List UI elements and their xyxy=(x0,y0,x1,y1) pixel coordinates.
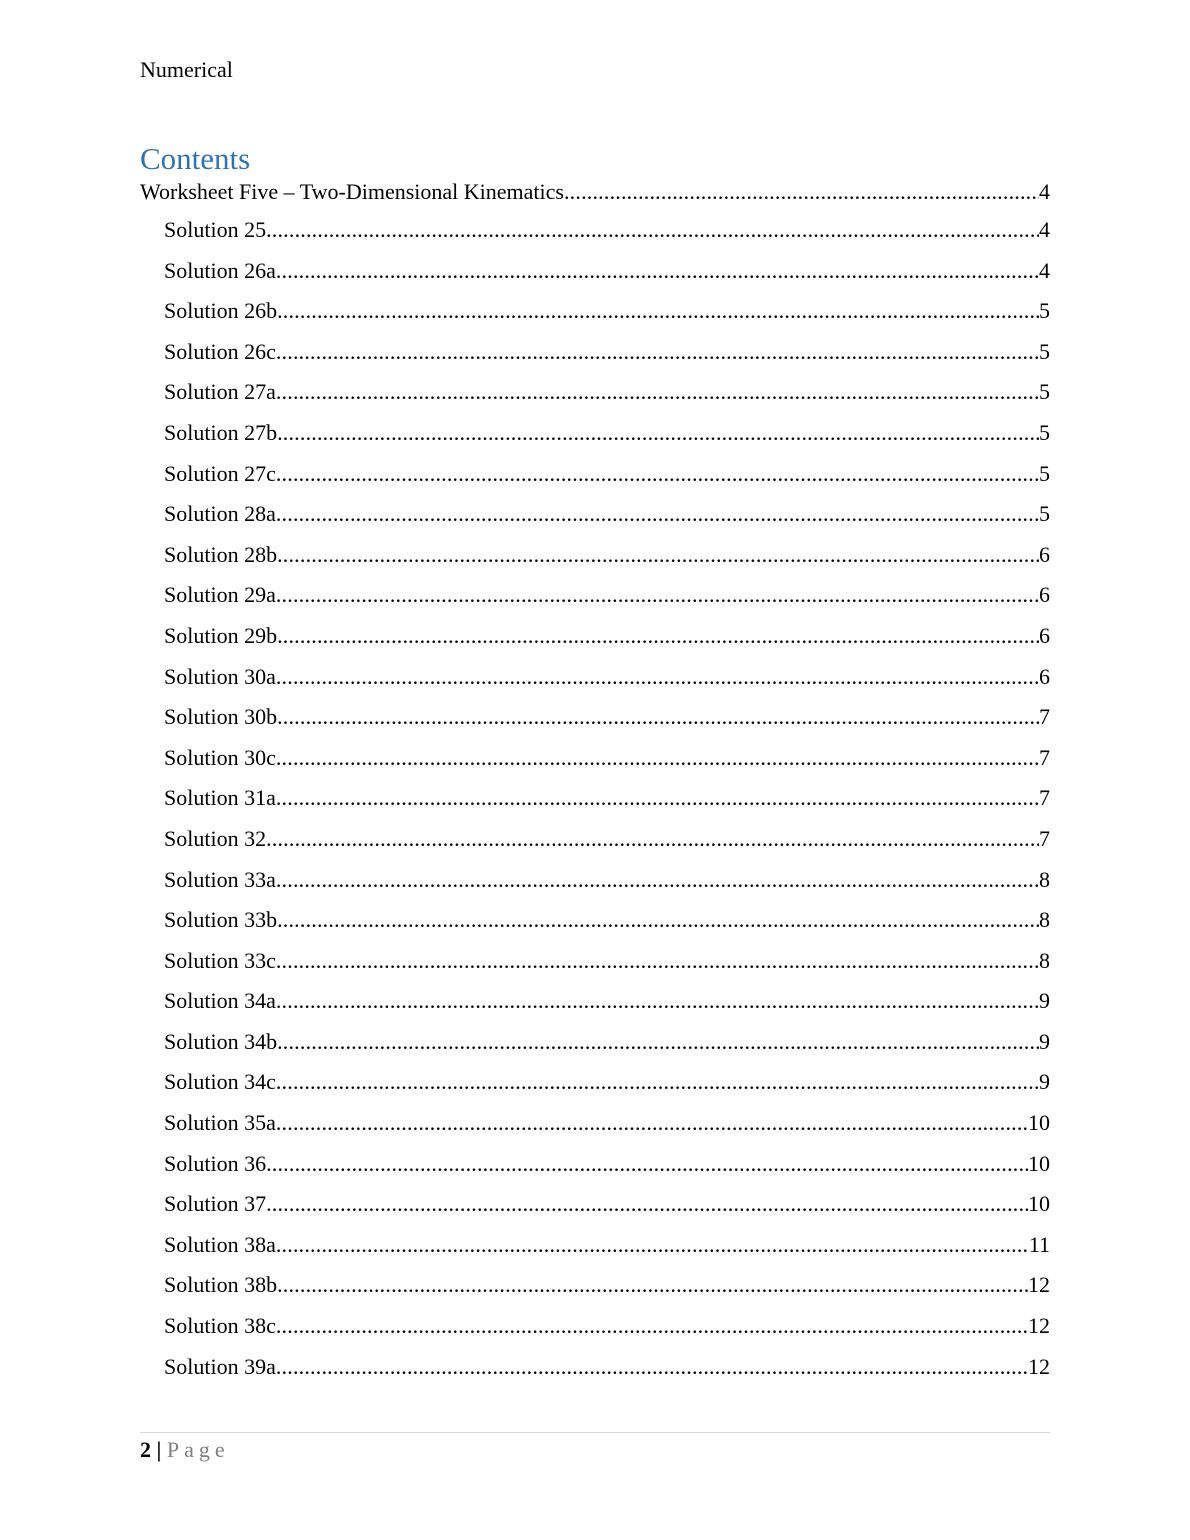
toc-entry[interactable] xyxy=(140,215,1050,256)
toc-entry-label: Solution 30a xyxy=(164,663,276,689)
toc-dot-leader xyxy=(276,1230,1029,1260)
toc-entry-label: Solution 25 xyxy=(164,217,267,242)
toc-entry-page: 8 xyxy=(1039,907,1050,933)
toc-entry-page: 4 xyxy=(1039,217,1050,242)
toc-entry-label: Solution 26a xyxy=(164,257,276,283)
toc-dot-leader xyxy=(277,418,1039,448)
toc-dot-leader xyxy=(276,743,1039,773)
footer-divider xyxy=(140,1432,1050,1433)
page-footer xyxy=(140,1435,230,1465)
toc-entry-label: Solution 27a xyxy=(164,379,276,405)
toc-entry[interactable] xyxy=(140,256,1050,297)
toc-entry[interactable] xyxy=(140,743,1050,784)
toc-dot-leader xyxy=(276,377,1039,407)
toc-entry[interactable] xyxy=(140,824,1050,865)
toc-entry[interactable] xyxy=(140,1311,1050,1352)
toc-dot-leader xyxy=(276,1067,1039,1097)
toc-entry-page: 6 xyxy=(1039,663,1050,689)
toc-dot-leader xyxy=(276,946,1039,976)
toc-entry-page: 5 xyxy=(1039,501,1050,527)
toc-entry-label: Solution 37 xyxy=(164,1191,267,1217)
toc-entry[interactable] xyxy=(140,459,1050,500)
toc-entry-label: Solution 33a xyxy=(164,866,276,892)
toc-entry-label: Solution 34a xyxy=(164,988,276,1014)
footer-separator: | xyxy=(156,1437,162,1462)
toc-entry[interactable] xyxy=(140,377,1050,418)
toc-section-entry[interactable] xyxy=(140,177,1050,215)
toc-entry-page: 9 xyxy=(1039,988,1050,1014)
toc-dot-leader xyxy=(276,499,1039,529)
toc-entry-page: 11 xyxy=(1028,1231,1050,1257)
toc-entry-page: 10 xyxy=(1028,1110,1050,1136)
toc-dot-leader xyxy=(277,702,1039,732)
toc-dot-leader xyxy=(276,337,1039,367)
toc-entry-label: Solution 27c xyxy=(164,460,276,486)
toc-entry-page: 12 xyxy=(1028,1313,1050,1339)
toc-entry[interactable] xyxy=(140,1230,1050,1271)
toc-entry-page: 10 xyxy=(1028,1150,1050,1176)
toc-entry-page: 7 xyxy=(1039,744,1050,770)
toc-entry-page: 12 xyxy=(1028,1353,1050,1379)
toc-dot-leader xyxy=(564,177,1039,207)
toc-dot-leader xyxy=(277,621,1039,651)
toc-entry[interactable] xyxy=(140,1067,1050,1108)
toc-dot-leader xyxy=(276,662,1039,692)
toc-entry-page: 6 xyxy=(1039,622,1050,648)
toc-entry-label: Solution 27b xyxy=(164,419,278,445)
toc-entry-label: Solution 30c xyxy=(164,744,276,770)
toc-dot-leader xyxy=(266,1149,1028,1179)
toc-entry-page: 5 xyxy=(1039,419,1050,445)
toc-entry-label: Solution 38b xyxy=(164,1272,278,1298)
toc-entry-label: Solution 26b xyxy=(164,298,278,324)
toc-entry[interactable] xyxy=(140,1189,1050,1230)
toc-entry-page: 5 xyxy=(1039,460,1050,486)
toc-entry-page: 7 xyxy=(1039,785,1050,811)
toc-entry-page: 8 xyxy=(1039,947,1050,973)
toc-entry-label: Worksheet Five – Two-Dimensional Kinematics xyxy=(140,179,564,204)
toc-entry[interactable] xyxy=(140,499,1050,540)
toc-entry-label: Solution 30b xyxy=(164,704,278,730)
toc-entry[interactable] xyxy=(140,621,1050,662)
toc-entry-label: Solution 35a xyxy=(164,1110,276,1136)
toc-entry-page: 7 xyxy=(1039,825,1050,851)
toc-dot-leader xyxy=(277,540,1039,570)
toc-entry-label: Solution 33c xyxy=(164,947,276,973)
toc-entry-page: 8 xyxy=(1039,866,1050,892)
toc-dot-leader xyxy=(276,783,1039,813)
toc-entry[interactable] xyxy=(140,1270,1050,1311)
toc-entry[interactable] xyxy=(140,580,1050,621)
toc-dot-leader xyxy=(277,905,1039,935)
toc-dot-leader xyxy=(266,215,1039,245)
toc-entry-page: 4 xyxy=(1039,257,1050,283)
toc-entry-label: Solution 32 xyxy=(164,825,267,851)
toc-entry-page: 5 xyxy=(1039,379,1050,405)
toc-entry-label: Solution 34c xyxy=(164,1069,276,1095)
toc-dot-leader xyxy=(266,824,1039,854)
footer-page-word: Page xyxy=(166,1437,230,1462)
footer-page-number: 2 xyxy=(140,1437,151,1462)
toc-entry-page: 12 xyxy=(1028,1272,1050,1298)
toc-entry[interactable] xyxy=(140,337,1050,378)
toc-entry-label: Solution 38a xyxy=(164,1231,276,1257)
toc-entry-page: 10 xyxy=(1028,1191,1050,1217)
toc-entry[interactable] xyxy=(140,418,1050,459)
toc-entry[interactable] xyxy=(140,702,1050,743)
toc-dot-leader xyxy=(276,1108,1028,1138)
toc-entry-label: Solution 28a xyxy=(164,501,276,527)
toc-entry-page: 4 xyxy=(1039,179,1050,204)
toc-entry[interactable] xyxy=(140,296,1050,337)
toc-entry-page: 6 xyxy=(1039,541,1050,567)
toc-dot-leader xyxy=(276,580,1039,610)
toc-entry-label: Solution 39a xyxy=(164,1353,276,1379)
running-header: Numerical xyxy=(140,57,233,82)
toc-entry-page: 5 xyxy=(1039,338,1050,364)
toc-entry[interactable] xyxy=(140,986,1050,1027)
toc-dot-leader xyxy=(276,256,1039,286)
toc-entry-label: Solution 34b xyxy=(164,1028,278,1054)
toc-dot-leader xyxy=(266,1189,1028,1219)
toc-entry-page: 5 xyxy=(1039,298,1050,324)
toc-entry[interactable] xyxy=(140,1149,1050,1190)
toc-entry-page: 9 xyxy=(1039,1028,1050,1054)
toc-entry-label: Solution 26c xyxy=(164,338,276,364)
toc-entry-label: Solution 36 xyxy=(164,1150,267,1176)
toc-heading: Contents xyxy=(140,141,251,176)
toc-entry[interactable] xyxy=(140,865,1050,906)
toc-dot-leader xyxy=(276,986,1039,1016)
toc-entry[interactable] xyxy=(140,662,1050,703)
toc-entry-label: Solution 33b xyxy=(164,907,278,933)
toc-dot-leader xyxy=(276,1352,1028,1382)
toc-entry-page: 9 xyxy=(1039,1069,1050,1095)
toc-entry-page: 7 xyxy=(1039,704,1050,730)
toc-dot-leader xyxy=(277,296,1039,326)
table-of-contents xyxy=(140,177,1050,1392)
toc-entry-label: Solution 28b xyxy=(164,541,278,567)
toc-entry[interactable] xyxy=(140,540,1050,581)
toc-dot-leader xyxy=(276,1311,1028,1341)
toc-dot-leader xyxy=(276,459,1039,489)
toc-entry-label: Solution 38c xyxy=(164,1313,276,1339)
toc-entry[interactable] xyxy=(140,1352,1050,1393)
toc-entry[interactable] xyxy=(140,1108,1050,1149)
toc-dot-leader xyxy=(277,1270,1028,1300)
toc-dot-leader xyxy=(277,1027,1039,1057)
toc-entry-label: Solution 29b xyxy=(164,622,278,648)
toc-dot-leader xyxy=(276,865,1039,895)
toc-entry-label: Solution 31a xyxy=(164,785,276,811)
toc-entry[interactable] xyxy=(140,905,1050,946)
toc-entry[interactable] xyxy=(140,1027,1050,1068)
toc-entry-label: Solution 29a xyxy=(164,582,276,608)
toc-entry[interactable] xyxy=(140,783,1050,824)
toc-entry[interactable] xyxy=(140,946,1050,987)
toc-entry-page: 6 xyxy=(1039,582,1050,608)
